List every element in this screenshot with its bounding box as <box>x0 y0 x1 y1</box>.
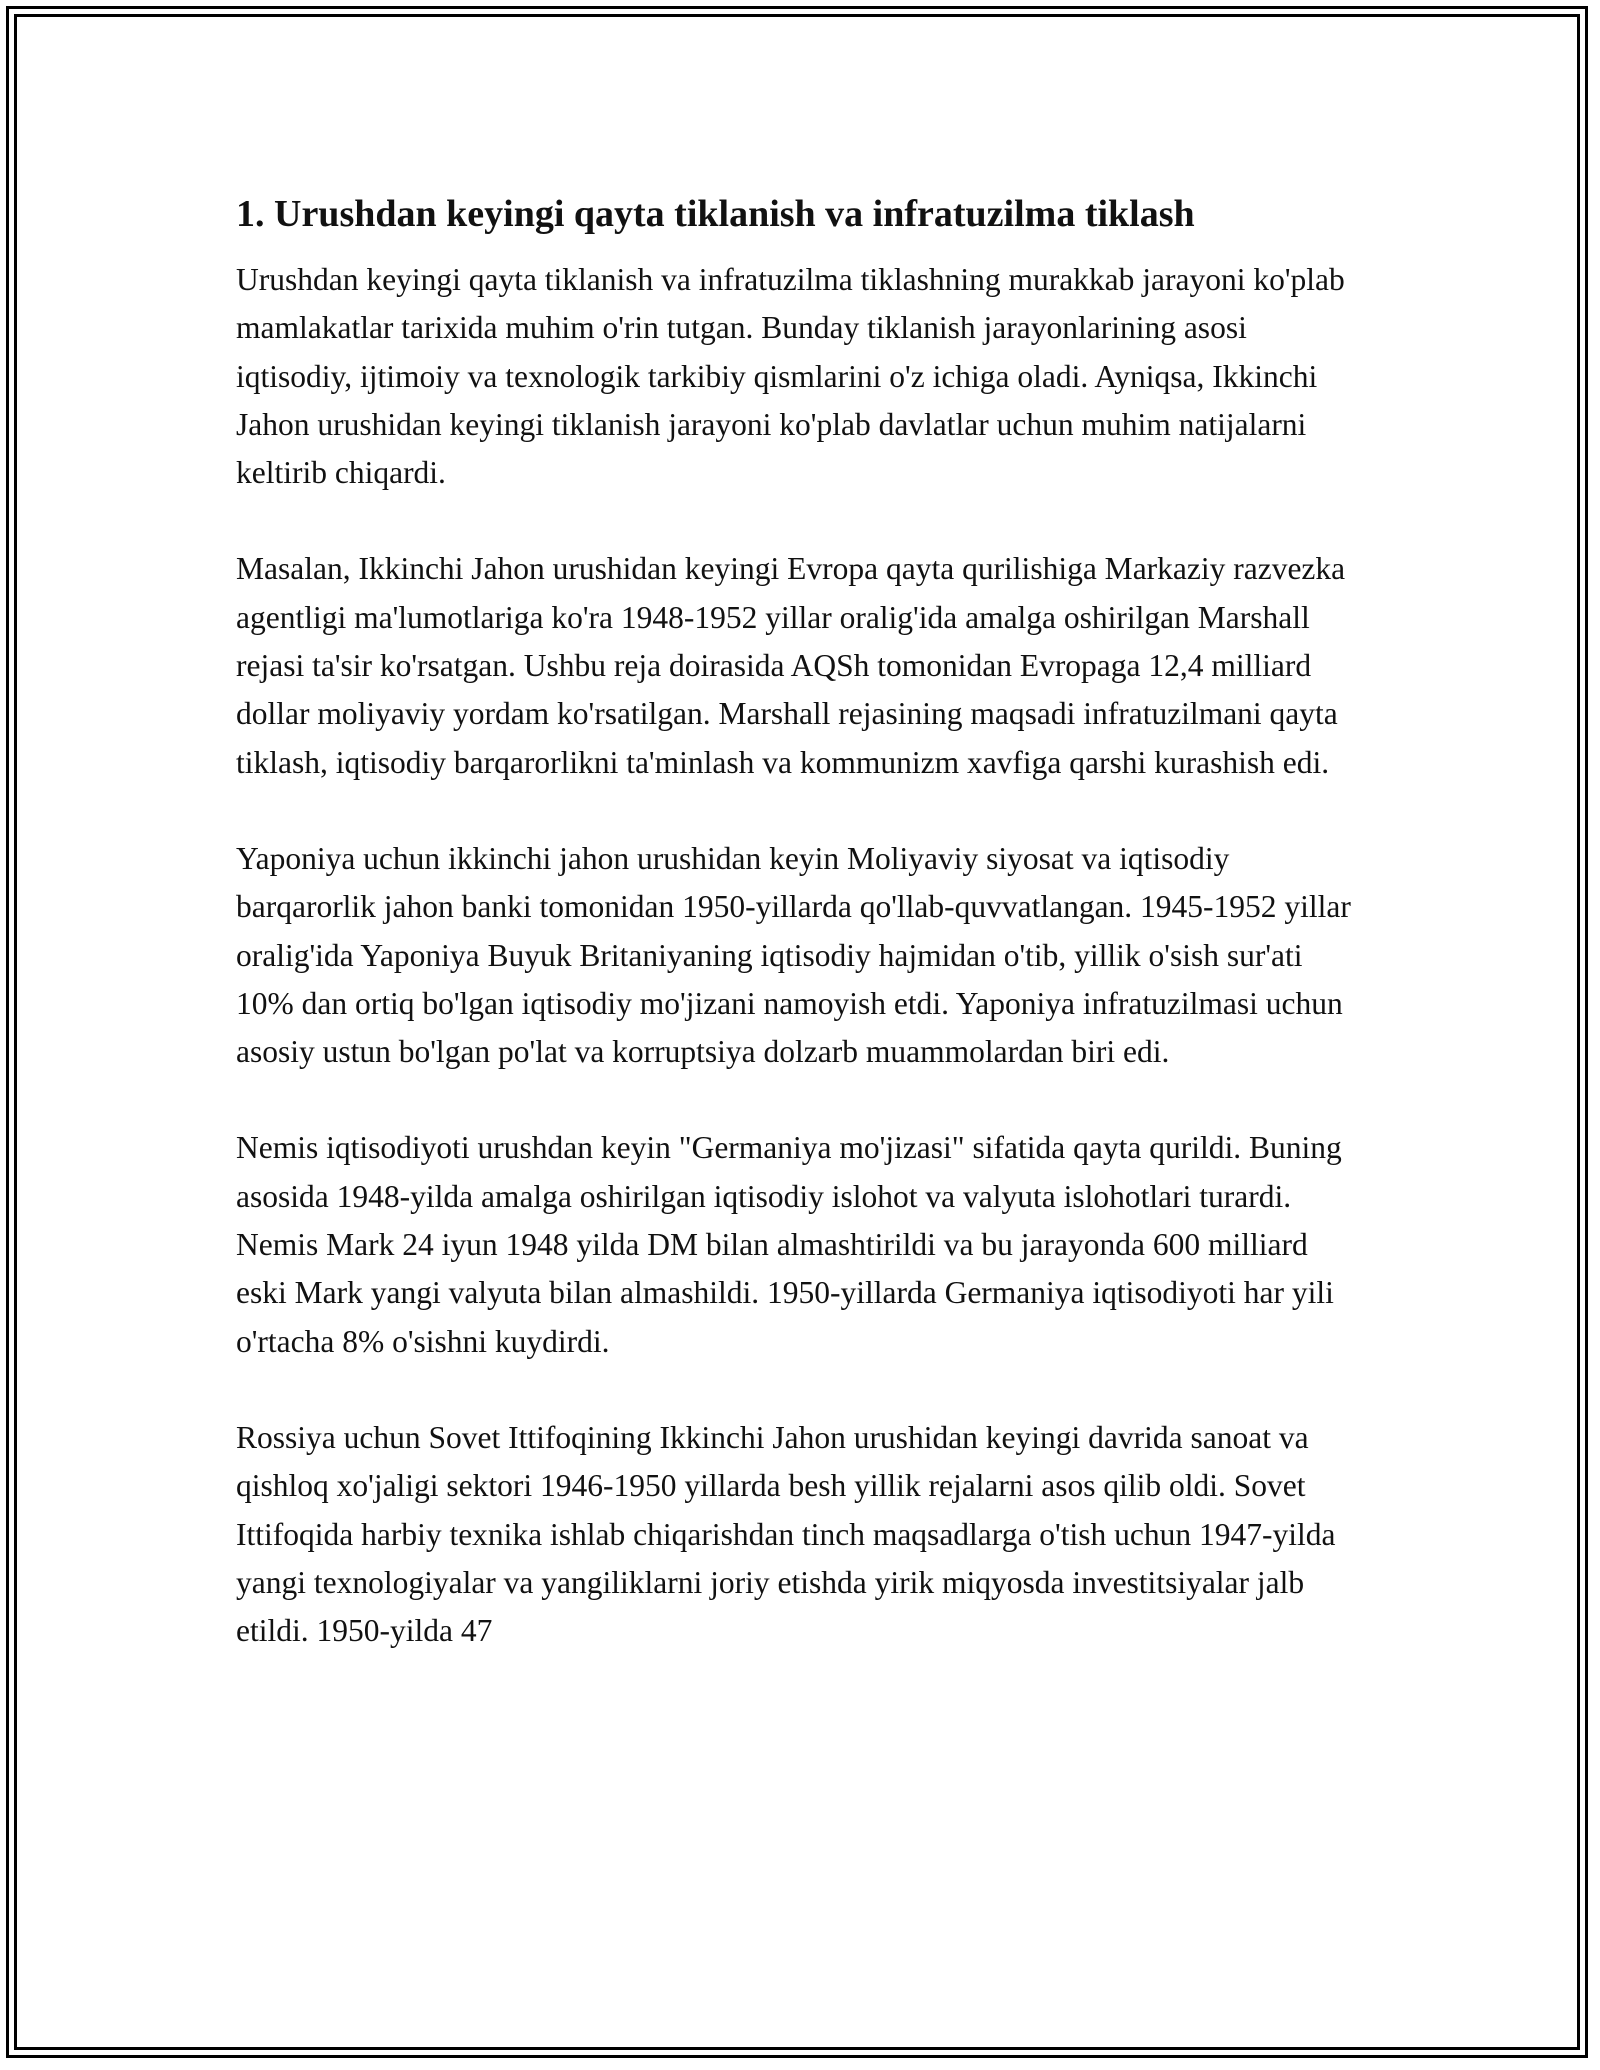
paragraph-intro: Urushdan keyingi qayta tiklanish va infratuzilma tiklashning murakkab jarayoni ko'plab mamlakatlar tarixida muhim o'rin tutgan. Bunday tiklanish jarayonlarining asosi iqtisodiy, ijtimoiy va texnologik tarkibiy qismlarini o'z ichiga oladi. Ayniqsa, Ikkinchi Jahon urushidan keyingi tiklanish jarayoni ko'plab davlatlar uchun muhim natijalarni keltirib chiqardi. <box>236 262 1345 491</box>
paragraph-soviet-union: Rossiya uchun Sovet Ittifoqining Ikkinchi Jahon urushidan keyingi davrida sanoat va qishloq xo'jaligi sektori 1946-1950 yillarda besh yillik rejalarni asos qilib oldi. Sovet Ittifoqida harbiy texnika ishlab chiqarishdan tinch maqsadlarga o'tish uchun 1947-yilda yangi texnologiyalar va yangiliklarni joriy etishda yirik miqyosda investitsiyalar jalb etildi. 1950-yilda 47 <box>236 1419 1336 1649</box>
document-body <box>236 188 1366 1703</box>
paragraph-germany: Nemis iqtisodiyoti urushdan keyin "Germaniya mo'jizasi" sifatida qayta qurildi. Buning asosida 1948-yilda amalga oshirilgan iqtisodiy islohot va valyuta islohotlari turardi. Nemis Mark 24 iyun 1948 yilda DM bilan almashtirildi va bu jarayonda 600 milliard eski Mark yangi valyuta bilan almashildi. 1950-yillarda Germaniya iqtisodiyoti har yili o'rtacha 8% o'sishni kuydirdi. <box>236 1130 1342 1359</box>
paragraph-marshall-plan: Masalan, Ikkinchi Jahon urushidan keyingi Evropa qayta qurilishiga Markaziy razvezka agentligi ma'lumotlariga ko'ra 1948-1952 yillar oralig'ida amalga oshirilgan Marshall rejasi ta'sir ko'rsatgan. Ushbu reja doirasida AQSh tomonidan Evropaga 12,4 milliard dollar moliyaviy yordam ko'rsatilgan. Marshall rejasining maqsadi infratuzilmani qayta tiklash, iqtisodiy barqarorlikni ta'minlash va kommunizm xavfiga qarshi kurashish edi. <box>236 551 1346 780</box>
paragraph-japan: Yaponiya uchun ikkinchi jahon urushidan keyin Moliyaviy siyosat va iqtisodiy barqarorlik jahon banki tomonidan 1950-yillarda qo'llab-quvvatlangan. 1945-1952 yillar oralig'ida Yaponiya Buyuk Britaniyaning iqtisodiy hajmidan o'tib, yillik o'sish sur'ati 10% dan ortiq bo'lgan iqtisodiy mo'jizani namoyish etdi. Yaponiya infratuzilmasi uchun asosiy ustun bo'lgan po'lat va korruptsiya dolzarb muammolardan biri edi. <box>236 840 1351 1070</box>
section-title: 1. Urushdan keyingi qayta tiklanish va infratuzilma tiklash <box>236 193 1195 235</box>
